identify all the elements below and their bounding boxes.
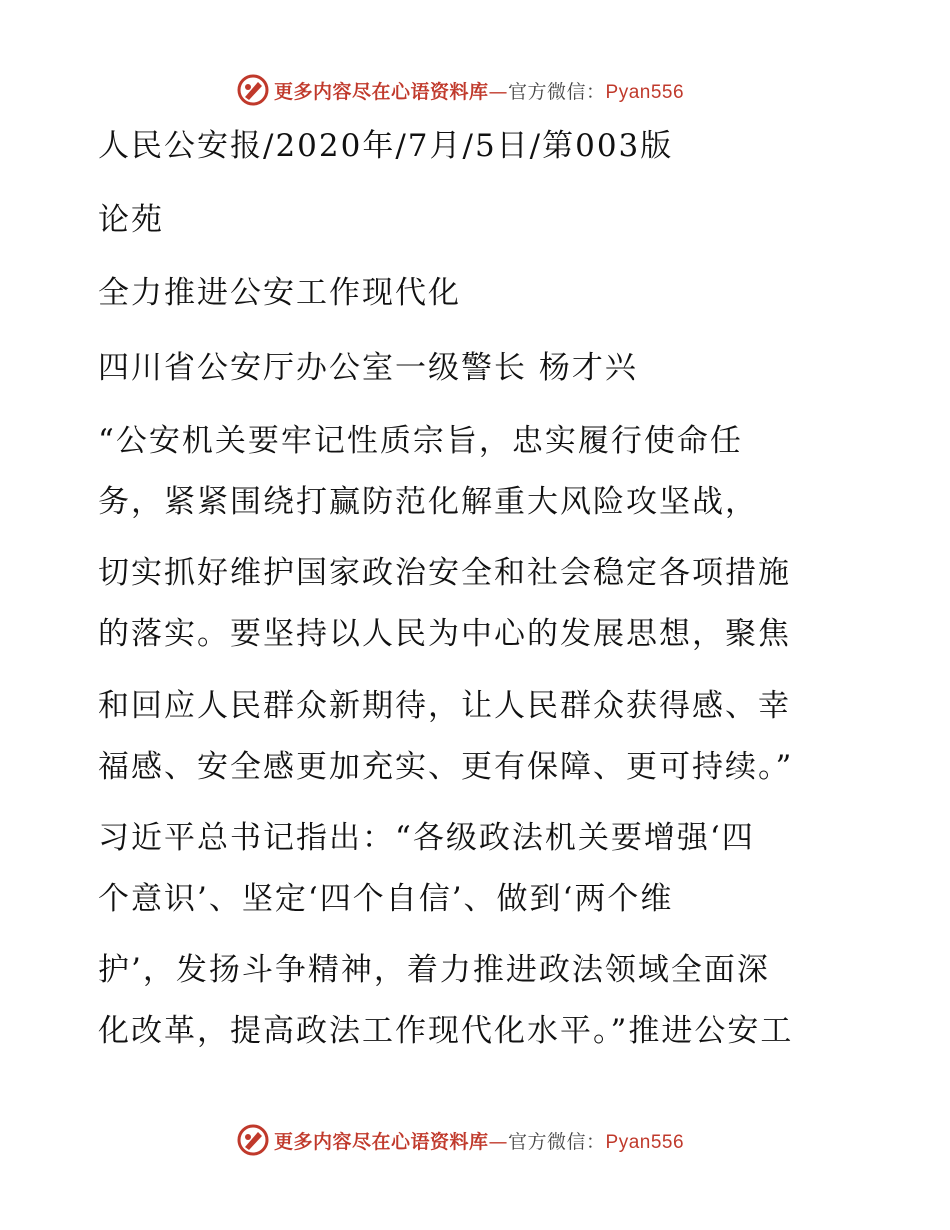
watermark-banner-top — [236, 72, 684, 108]
article-text-line: 切实抓好维护国家政治安全和社会稳定各项措施 — [98, 555, 791, 591]
watermark-text: 更多内容尽在心语资料库—官方微信：Pyan556 — [274, 1130, 685, 1153]
article-source-line: 人民公安报/2020年/7月/5日/第003版 — [98, 128, 674, 164]
pen-nib-logo-icon — [236, 1123, 270, 1157]
article-title: 全力推进公安工作现代化 — [98, 275, 461, 311]
article-text-line: 和回应人民群众新期待，让人民群众获得感、幸 — [98, 688, 791, 724]
watermark-banner-bottom — [236, 1122, 684, 1158]
article-text-line: 的落实。要坚持以人民为中心的发展思想，聚焦 — [98, 616, 791, 652]
pen-nib-logo-icon — [236, 73, 270, 107]
article-text-line: “公安机关要牢记性质宗旨，忠实履行使命任 — [98, 423, 743, 459]
article-text-line: 习近平总书记指出：“各级政法机关要增强‘四 — [98, 820, 755, 856]
article-column-name: 论苑 — [98, 202, 164, 238]
article-author: 四川省公安厅办公室一级警长 杨才兴 — [98, 350, 638, 386]
article-text-line: 务，紧紧围绕打赢防范化解重大风险攻坚战， — [98, 484, 758, 520]
watermark-text: 更多内容尽在心语资料库—官方微信：Pyan556 — [274, 80, 685, 103]
article-text-line: 化改革，提高政法工作现代化水平。”推进公安工 — [98, 1013, 794, 1049]
article-text-line: 个意识’、坚定‘四个自信’、做到‘两个维 — [98, 881, 674, 917]
article-text-line: 护’，发扬斗争精神，着力推进政法领域全面深 — [98, 952, 770, 988]
article-text-line: 福感、安全感更加充实、更有保障、更可持续。” — [98, 749, 794, 785]
